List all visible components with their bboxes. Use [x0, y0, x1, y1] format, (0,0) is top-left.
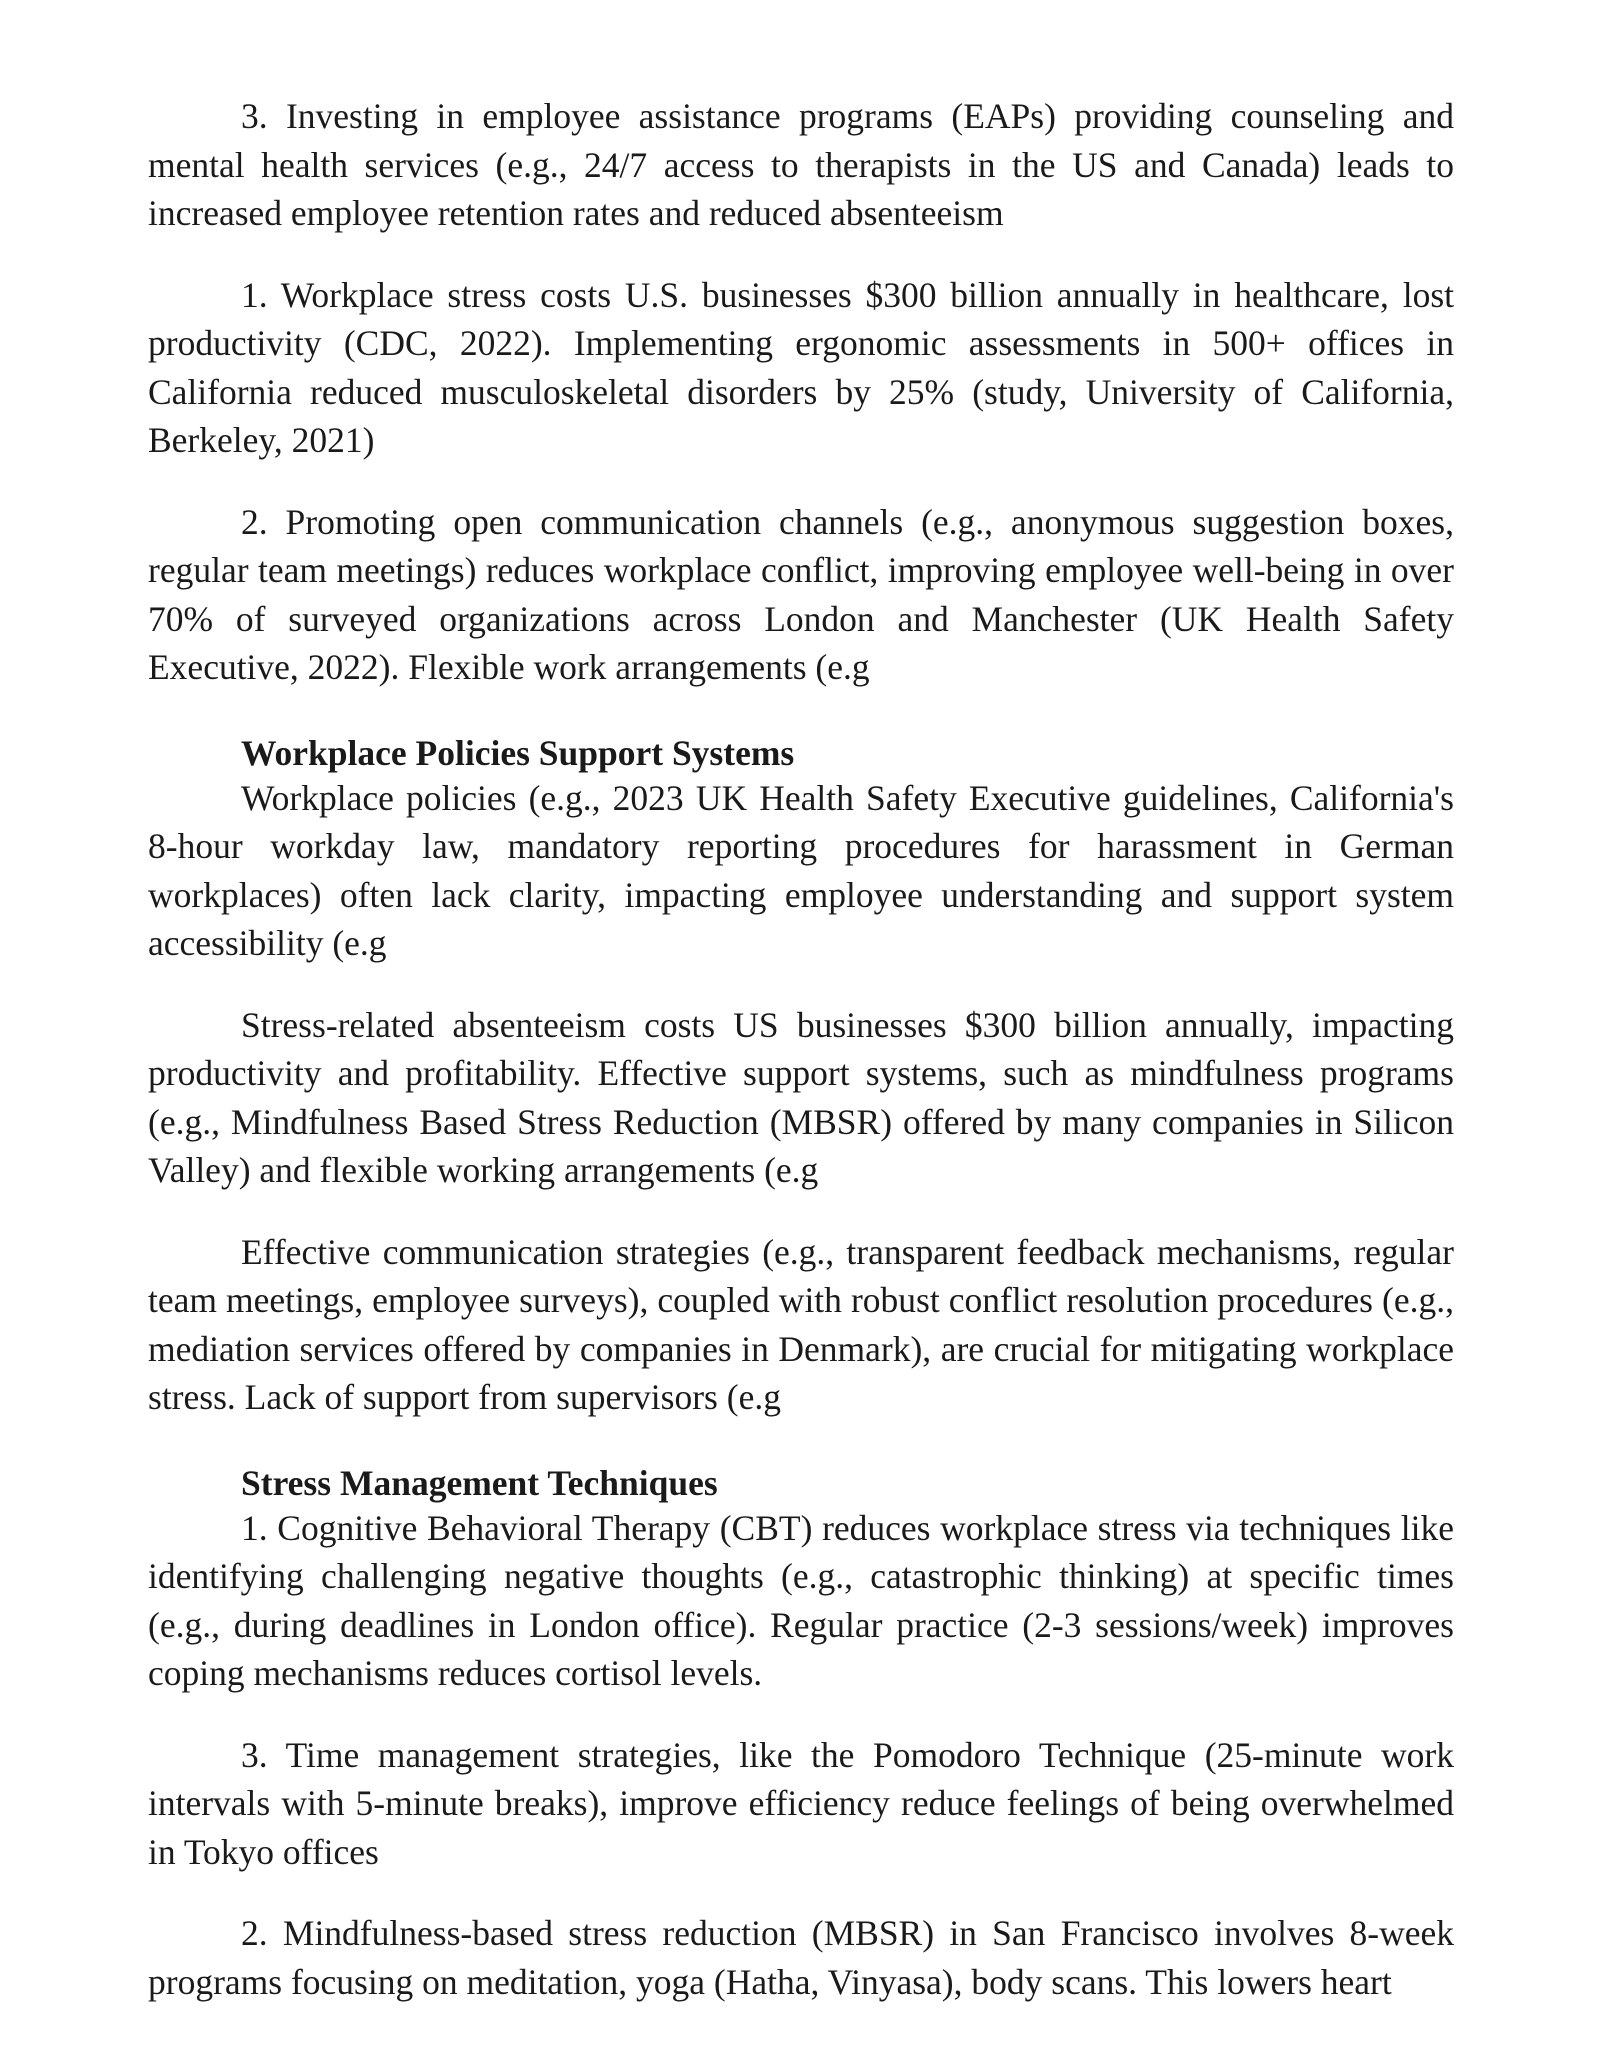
heading-workplace-policies: Workplace Policies Support Systems [241, 732, 795, 773]
paragraph-absenteeism-costs: Stress-related absenteeism costs US businesses $300 billion annually, impacting productivity and profitability. Effective support systems, such as mindfulness programs (e.g., Mindfulness Based Stress Reduction (MBSR) offered by many companies in Silicon Valley) and flexible working arrangements (e.g [148, 1004, 1454, 1190]
document-page [148, 92, 1454, 2006]
paragraph-workplace-policies: Workplace policies (e.g., 2023 UK Health Safety Executive guidelines, California's 8-hour workday law, mandatory reporting procedures for harassment in German workplaces) often lack clarity, impacting employee understanding and support system accessibility (e.g [148, 777, 1454, 963]
heading-stress-management: Stress Management Techniques [241, 1462, 718, 1503]
paragraph-cbt: 1. Cognitive Behavioral Therapy (CBT) reduces workplace stress via techniques like identifying challenging negative thoughts (e.g., catastrophic thinking) at specific times (e.g., during deadlines in London office). Regular practice (2-3 sessions/week) improves coping mechanisms reduces cortisol levels. [148, 1507, 1454, 1693]
paragraph-workplace-stress-costs: 1. Workplace stress costs U.S. businesses $300 billion annually in healthcare, lost productivity (CDC, 2022). Implementing ergonomic assessments in 500+ offices in California reduced musculoskeletal disorders by 25% (study, University of California, Berkeley, 2021) [148, 274, 1454, 460]
paragraph-eap: 3. Investing in employee assistance programs (EAPs) providing counseling and mental health services (e.g., 24/7 access to therapists in the US and Canada) leads to increased employee retention rates and reduced absenteeism [148, 96, 1454, 233]
paragraph-communication-strategies: Effective communication strategies (e.g., transparent feedback mechanisms, regular team meetings, employee surveys), coupled with robust conflict resolution procedures (e.g., mediation services offered by companies in Denmark), are crucial for mitigating workplace stress. Lack of support from supervisors (e.g [148, 1231, 1454, 1417]
paragraph-open-communication: 2. Promoting open communication channels (e.g., anonymous suggestion boxes, regular team meetings) reduces workplace conflict, improving employee well-being in over 70% of surveyed organizations across London and Manchester (UK Health Safety Executive, 2022). Flexible work arrangements (e.g [148, 501, 1454, 687]
paragraph-time-management: 3. Time management strategies, like the Pomodoro Technique (25-minute work intervals with 5-minute breaks), improve efficiency reduce feelings of being overwhelmed in Tokyo offices [148, 1734, 1454, 1872]
paragraph-mbsr: 2. Mindfulness-based stress reduction (MBSR) in San Francisco involves 8-week programs focusing on meditation, yoga (Hatha, Vinyasa), body scans. This lowers heart [148, 1913, 1454, 2002]
